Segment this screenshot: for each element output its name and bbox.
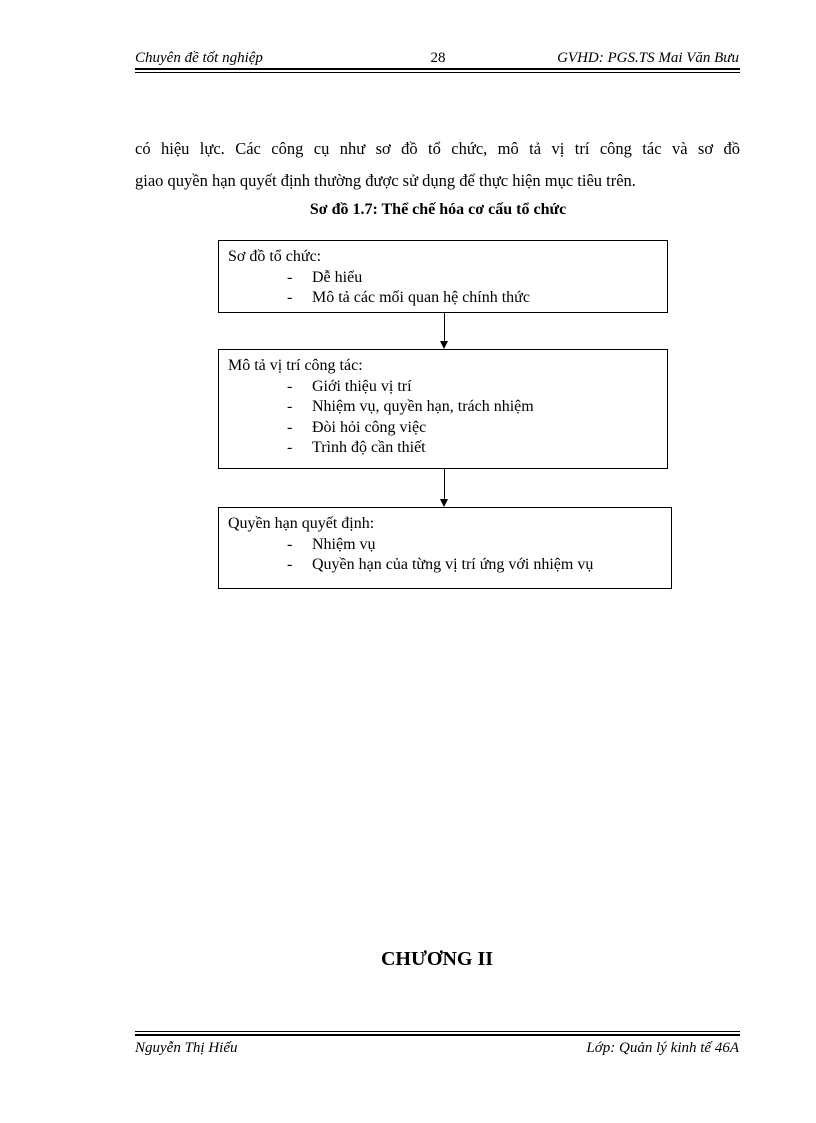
list-item-text: Giới thiệu vị trí bbox=[312, 377, 412, 395]
footer-rule bbox=[135, 1034, 740, 1036]
bullet-dash: - bbox=[287, 535, 293, 553]
header-left-title: Chuyên đề tốt nghiệp bbox=[135, 50, 263, 66]
footer-rule-thin bbox=[135, 1031, 740, 1032]
header-advisor: GVHD: PGS.TS Mai Văn Bưu bbox=[557, 50, 739, 66]
list-item-text: Mô tả các mối quan hệ chính thức bbox=[312, 289, 530, 306]
list-item-text: Dễ hiểu bbox=[312, 268, 363, 286]
header-rule bbox=[135, 68, 740, 70]
bullet-dash: - bbox=[287, 418, 293, 436]
connector-line bbox=[444, 469, 445, 499]
list-item bbox=[228, 288, 658, 309]
diagram-box-decision-authority bbox=[218, 507, 672, 589]
list-item-text: Nhiệm vụ, quyền hạn, trách nhiệm bbox=[312, 398, 534, 415]
bullet-dash: - bbox=[287, 398, 293, 415]
chapter-heading: CHƯƠNG II bbox=[380, 948, 494, 970]
list-item-text: Trình độ cần thiết bbox=[312, 439, 426, 456]
footer-class: Lớp: Quản lý kinh tế 46A bbox=[586, 1040, 739, 1056]
body-line-1: có hiệu lực. Các công cụ như sơ đồ tổ chức, mô tả vị trí công tác và sơ đồ bbox=[135, 139, 740, 158]
diagram-caption: Sơ đồ 1.7: Thể chế hóa cơ cấu tổ chức bbox=[309, 201, 567, 218]
box-item-list bbox=[228, 377, 658, 459]
list-item bbox=[228, 397, 658, 418]
arrow-down-icon bbox=[440, 341, 448, 349]
list-item-text: Đòi hỏi công việc bbox=[312, 418, 427, 436]
bullet-dash: - bbox=[287, 289, 293, 306]
box-item-list bbox=[228, 268, 658, 309]
list-item bbox=[228, 438, 658, 459]
list-item bbox=[228, 418, 658, 439]
body-paragraph bbox=[135, 133, 740, 197]
box-item-list bbox=[228, 535, 662, 576]
body-line-2: giao quyền hạn quyết định thường được sử dụng để thực hiện mục tiêu trên. bbox=[135, 171, 636, 190]
header-rule-thin bbox=[135, 72, 740, 73]
list-item-text: Nhiệm vụ bbox=[312, 535, 376, 553]
arrow-down-icon bbox=[440, 499, 448, 507]
diagram-box-job-description bbox=[218, 349, 668, 469]
list-item bbox=[228, 268, 658, 289]
bullet-dash: - bbox=[287, 556, 293, 573]
list-item bbox=[228, 535, 662, 556]
box-title: Quyền hạn quyết định: bbox=[228, 515, 375, 532]
connector-line bbox=[444, 313, 445, 341]
footer-author: Nguyễn Thị Hiếu bbox=[135, 1040, 238, 1056]
bullet-dash: - bbox=[287, 377, 293, 395]
box-title: Mô tả vị trí công tác: bbox=[228, 357, 363, 374]
bullet-dash: - bbox=[287, 268, 293, 286]
diagram-box-org-chart bbox=[218, 240, 668, 313]
list-item-text: Quyền hạn của từng vị trí ứng với nhiệm vụ bbox=[312, 556, 594, 573]
list-item bbox=[228, 555, 662, 576]
box-title: Sơ đồ tổ chức: bbox=[228, 248, 322, 265]
list-item bbox=[228, 377, 658, 398]
bullet-dash: - bbox=[287, 439, 293, 456]
header-page-number: 28 bbox=[430, 50, 446, 66]
